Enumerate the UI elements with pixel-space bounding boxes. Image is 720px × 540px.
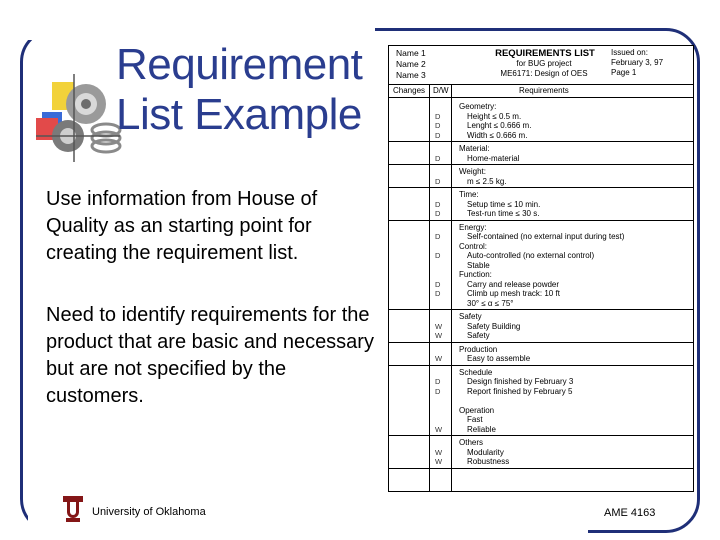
dw-mark: D bbox=[435, 199, 441, 209]
requirement-line: 30° ≤ α ≤ 75° bbox=[467, 298, 514, 308]
dw-mark: D bbox=[435, 377, 441, 386]
dw-mark: W bbox=[435, 331, 443, 340]
dw-mark bbox=[435, 242, 440, 252]
requirement-lines bbox=[459, 438, 509, 467]
frame-gap-top bbox=[0, 0, 375, 40]
dw-mark bbox=[435, 406, 442, 416]
requirement-line: m ≤ 2.5 kg. bbox=[467, 176, 507, 186]
requirement-line: Production bbox=[459, 344, 498, 354]
dw-mark bbox=[435, 261, 440, 271]
dw-marks bbox=[435, 167, 440, 186]
dw-mark: W bbox=[435, 321, 443, 331]
dw-mark: D bbox=[435, 251, 441, 260]
col-requirements: Requirements bbox=[519, 86, 569, 95]
requirements-list-header bbox=[389, 46, 693, 84]
dw-mark bbox=[435, 190, 440, 200]
paragraph-basic-requirements: Need to identify requirements for the product that are basic and necessary but are not specified by the customers. bbox=[46, 304, 374, 407]
requirement-line: Time: bbox=[459, 190, 479, 199]
requirement-line: Climb up mesh track: 10 ft bbox=[467, 289, 560, 298]
dw-mark: D bbox=[435, 209, 441, 218]
column-headers bbox=[389, 84, 693, 98]
dw-marks bbox=[435, 190, 440, 219]
dw-marks bbox=[435, 345, 442, 364]
requirement-line: Height ≤ 0.5 m. bbox=[467, 111, 522, 121]
requirement-lines bbox=[459, 167, 507, 186]
dw-mark: W bbox=[435, 447, 443, 457]
requirement-section bbox=[389, 165, 693, 188]
requirement-line: Modularity bbox=[467, 447, 504, 457]
requirement-line: Test-run time ≤ 30 s. bbox=[467, 209, 540, 218]
requirement-line: Fast bbox=[467, 415, 483, 424]
dw-marks bbox=[435, 368, 442, 435]
requirement-lines bbox=[459, 223, 624, 309]
requirement-line: Geometry: bbox=[459, 102, 497, 111]
requirement-line: Safety bbox=[467, 331, 490, 340]
team-name: Name 3 bbox=[396, 70, 426, 80]
requirement-line: Home-material bbox=[467, 153, 520, 163]
requirement-section bbox=[389, 100, 693, 142]
dw-mark: D bbox=[435, 111, 441, 121]
dw-marks bbox=[435, 438, 442, 467]
requirement-line: Operation bbox=[459, 405, 495, 415]
requirement-line: Stable bbox=[467, 260, 490, 270]
dw-mark bbox=[435, 415, 442, 425]
requirement-line: Easy to assemble bbox=[467, 354, 531, 363]
dw-mark: D bbox=[435, 232, 441, 241]
issued-line: Issued on: bbox=[611, 48, 648, 57]
requirement-line: Setup time ≤ 10 min. bbox=[467, 199, 541, 209]
requirement-line: Design finished by February 3 bbox=[467, 377, 574, 386]
requirement-line: Reliable bbox=[467, 424, 496, 434]
requirement-line: Carry and release powder bbox=[467, 279, 560, 289]
dw-mark bbox=[435, 438, 442, 448]
dw-marks bbox=[435, 223, 440, 309]
dw-mark bbox=[435, 167, 440, 177]
dw-mark bbox=[435, 299, 440, 309]
requirement-section bbox=[389, 436, 693, 469]
issued-info bbox=[611, 48, 663, 78]
requirement-line: Report finished by February 5 bbox=[467, 386, 573, 396]
requirement-lines bbox=[459, 144, 519, 163]
slide-title-line-1: Requirement bbox=[116, 40, 363, 89]
dw-mark bbox=[435, 270, 440, 280]
dw-mark: D bbox=[435, 279, 441, 289]
requirement-line: Material: bbox=[459, 144, 490, 153]
requirement-lines bbox=[459, 312, 520, 341]
requirement-line: Safety bbox=[459, 312, 482, 321]
dw-marks bbox=[435, 144, 440, 163]
dw-mark: D bbox=[435, 121, 441, 130]
requirement-line: Lenght ≤ 0.666 m. bbox=[467, 121, 532, 130]
team-name: Name 2 bbox=[396, 59, 426, 69]
dw-mark bbox=[435, 396, 442, 406]
gears-logo-icon bbox=[34, 72, 126, 164]
requirement-lines bbox=[459, 190, 540, 219]
dw-mark: W bbox=[435, 457, 443, 466]
team-name: Name 1 bbox=[396, 48, 426, 58]
requirement-line: Control: bbox=[459, 241, 488, 251]
university-name: University of Oklahoma bbox=[92, 506, 206, 518]
team-names bbox=[396, 48, 426, 81]
subtitle-line: ME6171: Design of OES bbox=[500, 69, 588, 78]
requirement-line: Energy: bbox=[459, 222, 487, 232]
dw-mark bbox=[435, 345, 442, 355]
requirement-line: Weight: bbox=[459, 167, 486, 176]
dw-mark: D bbox=[435, 130, 441, 140]
dw-marks bbox=[435, 312, 442, 341]
dw-mark: D bbox=[435, 153, 441, 163]
dw-mark bbox=[435, 144, 440, 154]
dw-mark: D bbox=[435, 386, 441, 396]
subtitle-line: for BUG project bbox=[516, 59, 572, 68]
requirement-section bbox=[389, 142, 693, 165]
requirement-line: Auto-controlled (no external control) bbox=[467, 251, 595, 260]
requirement-line: Self-contained (no external input during test) bbox=[467, 232, 625, 241]
dw-mark: D bbox=[435, 176, 441, 186]
col-changes: Changes bbox=[393, 86, 426, 95]
dw-mark: W bbox=[435, 424, 443, 434]
dw-mark: W bbox=[435, 354, 443, 363]
course-code: AME 4163 bbox=[604, 507, 656, 519]
col-dw: D/W bbox=[433, 86, 449, 95]
dw-mark bbox=[435, 368, 442, 378]
slide-title-line-2: List Example bbox=[116, 90, 362, 139]
requirement-line: Width ≤ 0.666 m. bbox=[467, 130, 528, 140]
requirements-list-title: REQUIREMENTS LIST bbox=[495, 48, 595, 59]
requirement-section bbox=[389, 310, 693, 343]
requirement-lines bbox=[459, 345, 530, 364]
requirement-lines bbox=[459, 102, 531, 140]
requirement-line bbox=[459, 396, 573, 406]
dw-mark bbox=[435, 102, 440, 112]
paragraph-house-of-quality: Use information from House of Quality as an starting point for creating the requirement list. bbox=[46, 188, 318, 264]
issued-line: February 3, 97 bbox=[611, 58, 664, 67]
university-logo-icon bbox=[60, 494, 86, 524]
requirement-line: Function: bbox=[459, 270, 492, 279]
requirement-line: Schedule bbox=[459, 367, 493, 377]
requirement-line: Others bbox=[459, 438, 484, 447]
slide-title bbox=[116, 40, 362, 140]
issued-line: Page 1 bbox=[611, 68, 637, 77]
requirement-section bbox=[389, 221, 693, 311]
dw-mark: D bbox=[435, 289, 441, 298]
requirements-list-table bbox=[388, 45, 694, 492]
requirement-section bbox=[389, 188, 693, 221]
dw-marks bbox=[435, 102, 440, 140]
requirement-line: Safety Building bbox=[467, 321, 521, 331]
dw-mark bbox=[435, 312, 442, 322]
requirement-section bbox=[389, 366, 693, 437]
requirement-lines bbox=[459, 368, 573, 435]
requirements-list-subtitle bbox=[469, 59, 619, 79]
requirement-section bbox=[389, 343, 693, 366]
requirement-line: Robustness bbox=[467, 457, 510, 466]
dw-mark bbox=[435, 223, 440, 233]
